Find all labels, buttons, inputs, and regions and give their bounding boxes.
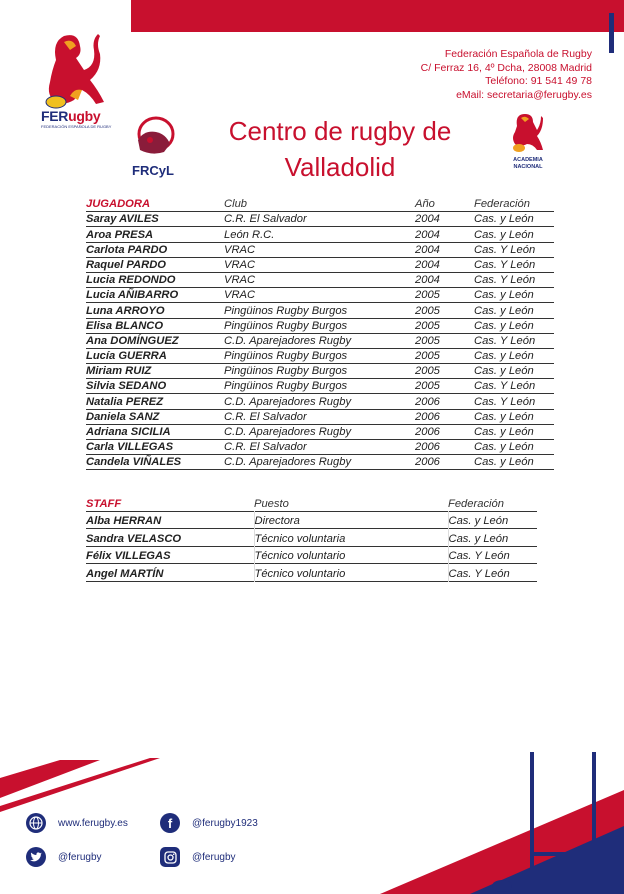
players-table <box>86 197 554 470</box>
player-row-cell: Cas. y León <box>474 304 534 317</box>
player-row-cell: 2006 <box>415 395 440 408</box>
staff-header-row <box>86 494 537 511</box>
player-row-cell: Cas. Y León <box>474 334 536 347</box>
player-row-cell: 2006 <box>415 426 440 438</box>
staff-row-cell: Técnico voluntario <box>254 564 448 582</box>
header-puesto: Puesto <box>254 497 289 510</box>
staff-row <box>86 564 537 582</box>
staff-row-cell: Cas. y León <box>448 511 537 529</box>
staff-row-cell: Cas. y León <box>448 529 537 547</box>
player-row-cell: 2005 <box>415 380 440 393</box>
player-row-cell: Cas. y León <box>474 441 534 454</box>
instagram-icon <box>160 847 180 867</box>
page-title: Centro de rugby de Valladolid <box>228 116 452 182</box>
player-row-cell: Luna ARROYO <box>86 304 165 317</box>
player-row-cell: C.D. Aparejadores Rugby <box>224 426 352 438</box>
player-row-cell: C.R. El Salvador <box>224 441 307 454</box>
player-row-cell: 2005 <box>415 289 440 302</box>
player-row <box>86 364 554 379</box>
player-row-cell: 2005 <box>415 334 440 347</box>
header-staff: STAFF <box>86 497 122 510</box>
federation-email[interactable]: eMail: secretaria@ferugby.es <box>456 88 592 101</box>
federation-contact <box>421 48 592 102</box>
player-row-cell: C.R. El Salvador <box>224 213 307 226</box>
social-twitter[interactable] <box>26 847 102 867</box>
frcyl-wordmark: FRCyL <box>132 163 174 178</box>
player-row-cell: Cas. Y León <box>474 380 536 393</box>
player-row-cell: Raquel PARDO <box>86 258 166 271</box>
player-row <box>86 348 554 363</box>
player-row-cell: VRAC <box>224 243 256 256</box>
player-row-cell: VRAC <box>224 289 256 302</box>
staff-row <box>86 546 537 564</box>
player-row <box>86 257 554 272</box>
player-row <box>86 272 554 287</box>
player-row-cell: 2005 <box>415 319 440 332</box>
twitter-handle[interactable]: @ferugby <box>58 851 102 863</box>
player-row-cell: Silvia SEDANO <box>86 380 167 393</box>
instagram-handle[interactable]: @ferugby <box>192 851 236 863</box>
player-row-cell: Adriana SICILIA <box>86 426 171 438</box>
player-row-cell: 2004 <box>415 228 440 241</box>
player-row-cell: Pingüinos Rugby Burgos <box>224 380 348 393</box>
player-row <box>86 227 554 242</box>
player-row-cell: Natalia PEREZ <box>86 395 164 408</box>
player-row-cell: C.D. Aparejadores Rugby <box>224 334 352 347</box>
player-row <box>86 394 554 409</box>
player-row <box>86 424 554 439</box>
player-row <box>86 242 554 257</box>
player-row-cell: Cas. y León <box>474 350 534 363</box>
player-row-cell: C.D. Aparejadores Rugby <box>224 456 352 469</box>
player-row-cell: 2005 <box>415 304 440 317</box>
player-row <box>86 409 554 424</box>
social-instagram[interactable] <box>160 847 236 867</box>
player-row-cell: 2006 <box>415 441 440 454</box>
staff-row-cell: Cas. Y León <box>448 546 537 564</box>
social-facebook[interactable] <box>160 813 258 833</box>
globe-icon <box>26 813 46 833</box>
player-row-cell: Aroa PRESA <box>86 228 154 241</box>
player-row-cell: Carlota PARDO <box>86 243 168 256</box>
staff-row-cell: Técnico voluntario <box>254 546 448 564</box>
player-row-cell: León R.C. <box>224 228 275 241</box>
player-row-cell: Cas. y León <box>474 456 534 469</box>
player-row-cell: Cas. Y León <box>474 274 536 287</box>
player-row-cell: Cas. y León <box>474 213 534 226</box>
player-row-cell: 2006 <box>415 410 440 423</box>
staff-row-cell: Directora <box>254 511 448 529</box>
player-row-cell: Candela VIÑALES <box>86 456 182 469</box>
top-red-band <box>131 0 624 32</box>
player-row <box>86 318 554 333</box>
player-row-cell: Pingüinos Rugby Burgos <box>224 350 348 363</box>
player-row-cell: 2005 <box>415 365 440 378</box>
player-row-cell: 2006 <box>415 456 440 469</box>
header-ano: Año <box>415 198 435 211</box>
player-row <box>86 455 554 470</box>
staff-row-cell: Alba HERRAN <box>86 515 162 527</box>
federation-phone: Teléfono: 91 541 49 78 <box>485 75 592 87</box>
player-row <box>86 379 554 394</box>
player-row-cell: Saray AVILES <box>86 213 159 226</box>
header-federacion: Federación <box>474 198 530 211</box>
player-row-cell: 2004 <box>415 274 440 287</box>
player-row-cell: Cas. y León <box>474 319 534 332</box>
staff-row-cell: Sandra VELASCO <box>86 532 182 545</box>
player-row-cell: Pingüinos Rugby Burgos <box>224 319 348 332</box>
player-row-cell: Cas. y León <box>474 410 534 423</box>
ferugby-wordmark: FERugby <box>41 108 101 124</box>
player-row-cell: 2004 <box>415 243 440 256</box>
player-row-cell: Ana DOMÍNGUEZ <box>86 334 179 347</box>
staff-row-cell: Cas. Y León <box>448 564 537 582</box>
player-row-cell: Lucia AÑIBARRO <box>86 289 179 302</box>
player-row-cell: Lucia REDONDO <box>86 274 176 287</box>
player-row-cell: C.D. Aparejadores Rugby <box>224 395 352 408</box>
federation-name: Federación Española de Rugby <box>444 48 592 60</box>
ferugby-subtitle: FEDERACIÓN ESPAÑOLA DE RUGBY <box>41 124 112 129</box>
player-row-cell: Elisa BLANCO <box>86 319 164 332</box>
academia-nacional-wordmark: ACADEMIA NACIONAL <box>513 157 543 170</box>
player-row-cell: Lucía GUERRA <box>86 350 167 363</box>
staff-row-cell: Félix VILLEGAS <box>86 550 171 562</box>
player-row-cell: VRAC <box>224 258 256 271</box>
player-row <box>86 303 554 318</box>
staff-row <box>86 511 537 529</box>
player-row-cell: 2004 <box>415 258 440 271</box>
player-row-cell: Cas. Y León <box>474 395 536 408</box>
academia-nacional-logo <box>505 110 547 158</box>
player-row-cell: Pingüinos Rugby Burgos <box>224 304 348 317</box>
header-club: Club <box>224 198 248 211</box>
player-row-cell: 2004 <box>415 213 440 226</box>
staff-table <box>86 494 537 582</box>
staff-row-cell: Angel MARTÍN <box>86 567 164 580</box>
player-row-cell: C.R. El Salvador <box>224 410 307 423</box>
player-row-cell: Cas. Y León <box>474 258 536 271</box>
player-row-cell: Daniela SANZ <box>86 410 160 423</box>
staff-row-cell: Técnico voluntaria <box>254 529 448 547</box>
player-row-cell: VRAC <box>224 274 256 287</box>
staff-row <box>86 529 537 547</box>
player-row-cell: Carla VILLEGAS <box>86 441 174 454</box>
header-federacion: Federación <box>448 497 504 510</box>
player-row-cell: 2005 <box>415 350 440 363</box>
top-blue-accent <box>609 13 614 53</box>
website-link[interactable]: www.ferugby.es <box>58 817 128 829</box>
player-row <box>86 333 554 348</box>
player-row-cell: Pingüinos Rugby Burgos <box>224 365 348 378</box>
player-row-cell: Miriam RUIZ <box>86 365 152 378</box>
facebook-handle[interactable]: @ferugby1923 <box>192 817 258 829</box>
federation-address: C/ Ferraz 16, 4º Dcha, 28008 Madrid <box>420 61 592 74</box>
player-row-cell: Cas. y León <box>474 228 534 241</box>
players-header-row <box>86 197 554 212</box>
player-row-cell: Cas. Y León <box>474 243 536 256</box>
player-row <box>86 440 554 455</box>
player-row <box>86 288 554 303</box>
player-row-cell: Cas. y León <box>474 289 534 302</box>
twitter-icon <box>26 847 46 867</box>
player-row <box>86 212 554 227</box>
player-row-cell: Cas. y León <box>474 426 534 438</box>
facebook-icon: f <box>160 813 180 833</box>
header-jugadora: JUGADORA <box>86 198 151 211</box>
social-website[interactable] <box>26 813 128 833</box>
player-row-cell: Cas. y León <box>474 365 534 378</box>
